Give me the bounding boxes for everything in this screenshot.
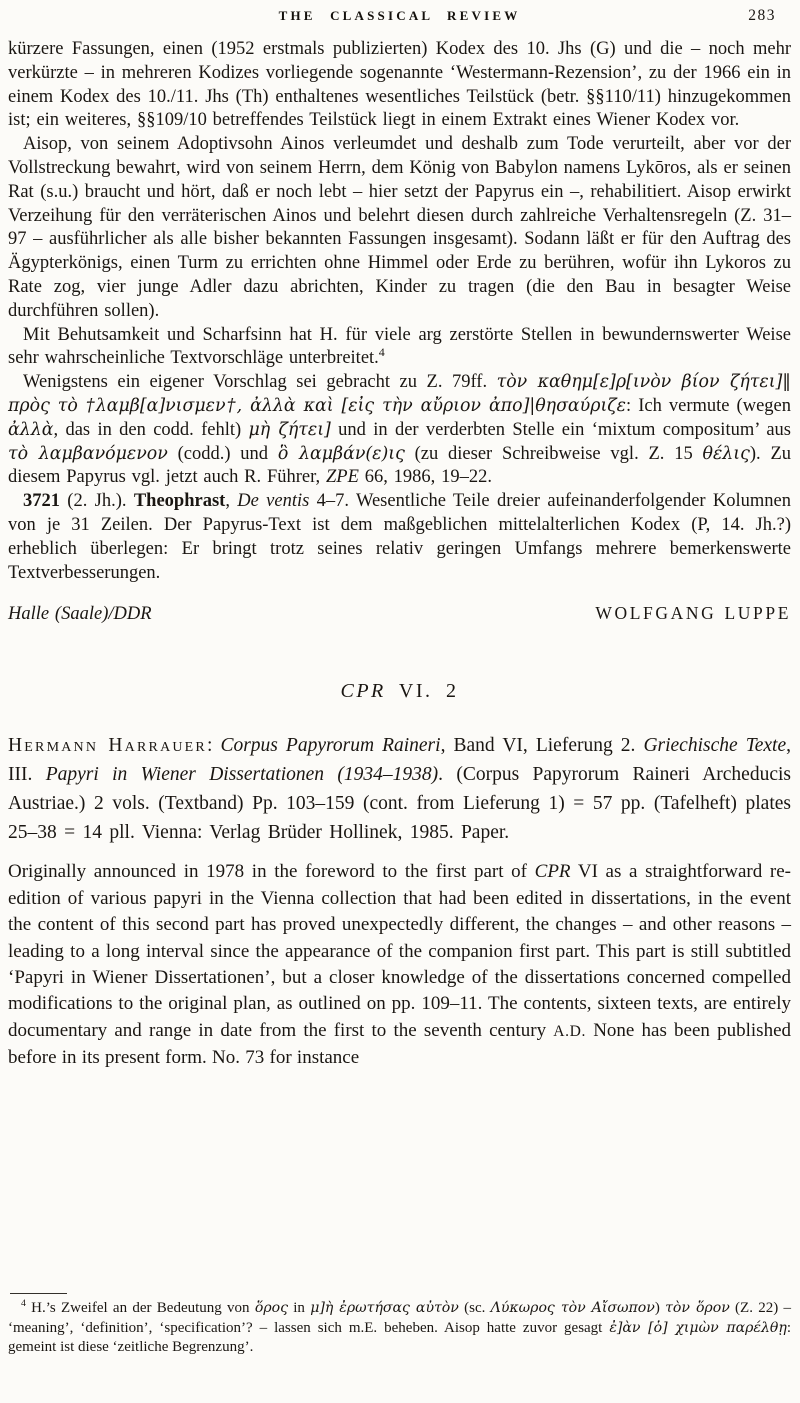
text-segment: Wenigstens ein eigener Vorschlag sei gebracht zu Z. 79ff.	[23, 372, 497, 393]
text-segment-g: μὴ ζήτει]	[248, 419, 331, 440]
text-segment-g: τὸν ὅρον	[665, 1300, 730, 1316]
footnote-rule	[10, 1293, 67, 1294]
text-segment-g: ἀλλὰ	[8, 419, 54, 440]
text-segment: ). Zu diesem Papyrus vgl. jetzt auch R. Führer,	[8, 443, 791, 488]
text-segment-i: Corpus Papyrorum Raineri	[220, 735, 441, 757]
text-segment-k: A.D.	[553, 1022, 586, 1040]
text-segment: (codd.) und	[167, 443, 278, 464]
text-segment-i: Papyri in Wiener Dissertationen (1934–1938)	[45, 763, 439, 785]
review-luppe	[8, 38, 791, 627]
text-segment-i: CPR	[340, 680, 386, 703]
text-segment: (zu dieser Schreibweise vgl. Z. 15	[404, 443, 703, 464]
text-segment: : gemeint ist diese ‘zeitliche Begrenzung’.	[8, 1319, 791, 1356]
text-segment-i: ZPE	[326, 467, 359, 488]
text-segment-i: Griechische Texte	[643, 735, 787, 757]
text-segment: Mit Behutsamkeit und Scharfsinn hat H. für viele arg zerstörte Stellen in bewundernswerter Weise sehr wahrscheinliche Textvorschläge unterbreitet.	[8, 324, 791, 369]
german-paragraph-1	[8, 38, 791, 133]
page-number: 283	[748, 7, 776, 24]
signature-author: WOLFGANG LUPPE	[595, 603, 791, 624]
text-segment-sup: 4	[378, 345, 385, 360]
german-paragraph-3	[8, 324, 791, 372]
text-segment: (sc.	[458, 1300, 491, 1316]
footnote-area	[8, 1291, 791, 1358]
text-segment-g: τὸ λαμβανόμενον	[8, 443, 168, 464]
review-harrauer	[8, 732, 791, 1071]
text-segment-b: 3721	[23, 491, 60, 512]
text-segment: VI as a straightforward re-edition of various papyri in the Vienna collection that had been edited in dissertations, in the event the content of this second part has proved unexpectedly different, the changes – and other reasons – leading to a long interval since the appearance of the companion first part. This part is still subtitled ‘Papyri in Wiener Dissertationen’, but a closer knowledge of the dissertations concerned compelled modifications to the original plan, as outlined on pp. 109–11. The contents, sixteen texts, are entirely documentary and range in date from the first to the seventh century	[8, 861, 791, 1041]
bibliographic-heading	[8, 732, 791, 847]
text-segment: , Band VI, Lieferung 2.	[440, 735, 644, 757]
text-segment: (2. Jh.).	[60, 491, 134, 512]
text-segment: , III.	[8, 735, 792, 785]
footnote-text	[8, 1299, 791, 1358]
text-segment-i: CPR	[534, 861, 571, 883]
text-segment: ,	[225, 491, 238, 512]
text-segment: Aisop, von seinem Adoptivsohn Ainos verleumdet und deshalb zum Tode verurteilt, aber vor der Vollstreckung bewahrt, wird von seinem Herrn, dem König von Babylon namens Lykōros, als er seinen Rat (s.u.) braucht und hört, daß er noch lebt – hier setzt der Papyrus ein –, rehabilitiert. Aisop erwirkt Verzeihung für den verräterischen Ainos und belehrt diesen durch zahlreiche Verhaltensregeln (Z. 31–97 – ausführlicher als alle bisher bekannten Fassungen insgesamt). Sodann läßt er für den Auftrag des Ägypterkönigs, einen Turm zu errichten ohne Himmel oder Erde zu berühren, wofür ihn Lykoros zu Rate zog, vier junge Adler dazu abrichten, Kinder zu tragen (die den Bau in besagter Weise durchführen sollen).	[8, 134, 791, 321]
text-segment: 4–7. Wesentliche Teile dreier aufeinanderfolgender Kolumnen von je 31 Zeilen. Der Papyrus-Text ist dem maßgeblichen mittelalterlichen Kodex (P, 14. Jh.?) erheblich überlegen: Er bringt trotz seines relativ geringen Umfangs mehrere bemerkenswerte Textverbesserungen.	[8, 491, 791, 583]
german-paragraph-4	[8, 371, 791, 490]
text-segment-sup: 4	[21, 1298, 26, 1309]
text-segment-i: De ventis	[237, 491, 310, 512]
text-segment: , das in den codd. fehlt)	[53, 419, 249, 440]
english-paragraph-1	[8, 859, 791, 1071]
text-segment: (Z. 22) – ‘meaning’, ‘definition’, ‘specification’? – lassen sich m.E. beheben. Aisop hatte zuvor gesagt	[8, 1300, 792, 1336]
german-paragraph-5	[8, 490, 791, 585]
text-segment: :	[206, 735, 221, 757]
text-segment-sc: Hermann Harrauer	[8, 735, 207, 757]
signature-row	[8, 602, 791, 627]
text-segment: H.’s Zweifel an der Bedeutung von	[25, 1300, 255, 1316]
text-segment-g: ὃ λαμβάν(ε)ις	[277, 443, 405, 464]
text-segment-g: Λύκωρος τὸν Αἴσωπον	[490, 1300, 655, 1316]
text-segment: )	[654, 1300, 666, 1316]
text-segment: in	[287, 1300, 311, 1316]
text-segment-b: Theophrast	[133, 491, 226, 512]
page-header	[8, 5, 791, 27]
text-segment: : Ich vermute (wegen	[626, 395, 791, 416]
german-paragraph-2	[8, 133, 791, 323]
journal-title: THE CLASSICAL REVIEW	[278, 8, 521, 23]
text-segment-g: θέλις	[702, 443, 750, 464]
text-segment: VI. 2	[385, 680, 459, 703]
text-segment: . (Corpus Papyrorum Raineri Archeducis Austriae.) 2 vols. (Textband) Pp. 103–159 (cont. from Lieferung 1) = 57 pp. (Tafelheft) plates 25–38 = 14 pll. Vienna: Verlag Brüder Hollinek, 1985. Paper.	[8, 763, 792, 843]
signature-place: Halle (Saale)/DDR	[8, 604, 152, 625]
text-segment-g: ὅρος	[254, 1300, 288, 1316]
text-segment: 66, 1986, 19–22.	[358, 467, 492, 488]
text-segment: Originally announced in 1978 in the foreword to the first part of	[8, 861, 535, 883]
text-segment-g: τὸν καθημ[ε]ρ[ινὸν βίον ζήτει]‖ πρὸς τὸ †λαμβ[α]νισμεν†, ἀλλὰ καὶ [εἰς τὴν αὔριον ἀπο]|θησαύριζε	[8, 372, 791, 416]
text-segment: und in der verderbten Stelle ein ‘mixtum compositum’ aus	[330, 419, 791, 440]
text-segment: None has been published before in its present form. No. 73 for instance	[8, 1019, 791, 1069]
section-heading-cpr	[8, 680, 791, 703]
text-segment-g: μ]ὴ ἐρωτήσας αὐτὸν	[310, 1300, 459, 1316]
text-segment: kürzere Fassungen, einen (1952 erstmals publizierten) Kodex des 10. Jhs (G) und die – noch mehr verkürzte – in mehreren Kodizes vorliegende sogenannte ‘Westermann-Rezension’, zu der 1966 ein in einem Kodex des 10./11. Jhs (Th) enthaltenes wesentliches Teilstück (betr. §§110/11) hinzugekommen ist; ein weiteres, §§109/10 betreffendes Teilstück liegt in einem Extrakt eines Wiener Kodex vor.	[8, 39, 791, 131]
text-segment-g: ἐ]ὰν [ὁ] χιμὼν παρέλθῃ	[609, 1319, 787, 1336]
